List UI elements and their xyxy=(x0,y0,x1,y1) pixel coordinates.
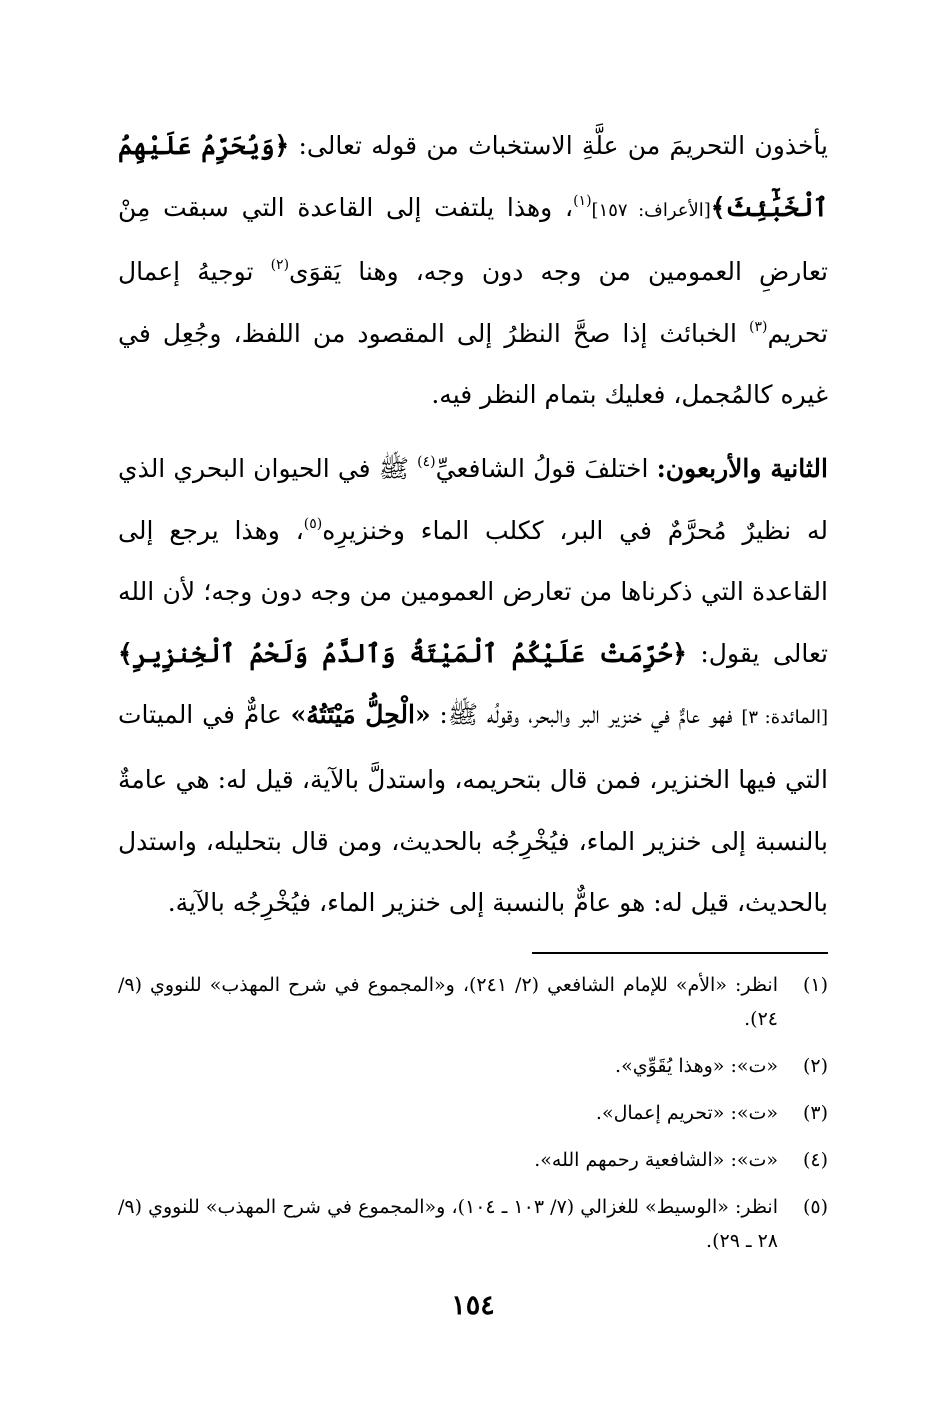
text-run: عامٌّ في الميتات التي فيها الخنزير، فمن قال بتحريمه، واستدلَّ بالآية، قيل له: هي عامةٌ بالنسبة إلى خنزير الماء، فيُخْرِجُه بالحديث، ومن قال بتحليله، واستدل بالحديث، قيل له: هو عامٌّ بالنسبة إلى خنزير الماء، فيُخْرِجُه بالآية. xyxy=(118,700,828,918)
quran-verse: ﴿وَيُحَرِّمُ عَلَيْهِمُ ٱلْخَبَٰٓئِثَ﴾ xyxy=(118,131,828,222)
footnote-number: (٣) xyxy=(802,1102,828,1124)
page-number: ١٥٤ xyxy=(451,1290,495,1321)
footnote-text: «ت»: «وهذا يُقَوِّي». xyxy=(615,1055,778,1077)
verse-reference: [الأعراف: ١٥٧] xyxy=(591,199,711,221)
footnote-marker: (٤) xyxy=(417,453,436,470)
footnote xyxy=(118,1049,828,1083)
footnote-marker: (٢) xyxy=(270,257,290,274)
text-run: اختلفَ قولُ الشافعيِّ xyxy=(435,453,657,483)
text-run: ، وهذا يرجع إلى القاعدة التي ذكرناها من تعارض العمومين من وجه دون وجه؛ لأن الله تعالى يقول: xyxy=(118,515,828,668)
paragraph-1 xyxy=(118,115,828,426)
text-run: يأخذون التحريمَ من علَّةِ الاستخباث من قوله تعالى: xyxy=(289,131,828,160)
section-heading: الثانية والأربعون: xyxy=(656,453,828,483)
text-run: توجيهُ إعمال تحريم xyxy=(118,257,828,348)
paragraph-2 xyxy=(118,438,828,934)
footnotes xyxy=(118,968,828,1271)
footnote-text: «ت»: «تحريم إعمال». xyxy=(595,1102,778,1124)
verse-reference: [المائدة: ٣] xyxy=(741,707,829,729)
footnote-separator xyxy=(532,952,828,954)
hadith-quote: «الْحِلُّ مَيْتَتُهُ» xyxy=(290,700,431,730)
footnote-text: انظر: «الوسيط» للغزالي (٧/ ١٠٣ ـ ١٠٤)، و«المجموع في شرح المهذب» للنووي (٩/ ٢٨ ـ ٢٩). xyxy=(118,1196,778,1252)
footnote-marker: (٥) xyxy=(303,515,323,532)
text-run: الخبائث إذا صحَّ النظرُ إلى المقصود من اللفظ، وجُعِل في غيره كالمُجمل، فعليك بتمام النظر فيه. xyxy=(118,318,828,410)
quran-verse: ﴿حُرِّمَتْ عَلَيْكُمُ ٱلْمَيْتَةُ وَٱلدَّمُ وَلَحْمُ ٱلْخِنزِيرِ﴾ xyxy=(118,638,687,668)
text-run: ، وهذا يلتفت إلى القاعدة التي سبقت مِنْ تعارضِ العمومين من وجه دون وجه، وهنا يَقوَى xyxy=(118,192,828,287)
footnote xyxy=(118,968,828,1036)
footnote xyxy=(118,1190,828,1258)
footnote-number: (١) xyxy=(802,974,828,996)
footnote-text: انظر: «الأم» للإمام الشافعي (٢/ ٢٤١)، و«المجموع في شرح المهذب» للنووي (٩/ ٢٤). xyxy=(118,974,778,1030)
main-text xyxy=(118,115,828,934)
text-run: فهو عامٌّ في خنزير البر والبحر، وقولُه ﷺ: xyxy=(430,700,742,730)
footnote-number: (٢) xyxy=(802,1055,828,1077)
footnote-marker: (٣) xyxy=(749,318,768,335)
footnote-number: (٤) xyxy=(802,1149,828,1171)
footnote xyxy=(118,1096,828,1130)
footnote xyxy=(118,1143,828,1177)
footnote-marker: (١) xyxy=(573,192,592,209)
footnote-text: «ت»: «الشافعية رحمهم الله». xyxy=(534,1149,778,1171)
footnote-number: (٥) xyxy=(802,1196,828,1218)
text-run: ﷺ في الحيوان البحري الذي له نظيرٌ مُحرَّمٌ في البر، ككلب الماء وخنزيرِه xyxy=(118,453,828,545)
